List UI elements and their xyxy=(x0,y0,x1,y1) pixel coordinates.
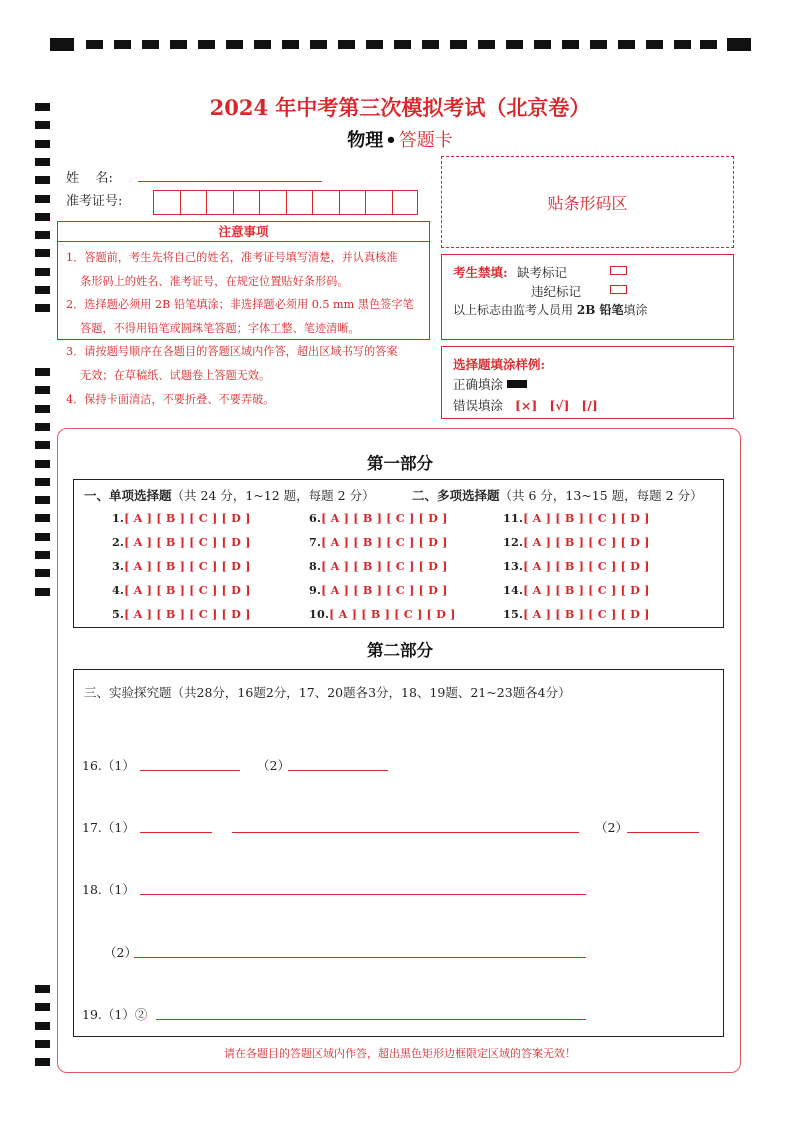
violation-mark-label: 违纪标记 xyxy=(531,284,582,299)
page-title: 2024 年中考第三次模拟考试（北京卷） xyxy=(209,95,591,120)
notice-line: 2．选择题必须用 2B 铅笔填涂；非选择题必须用 0.5 mm 黑色签字笔 xyxy=(66,298,414,312)
timing-mark xyxy=(35,268,50,276)
wrong-sample xyxy=(453,396,598,414)
id-digit-box[interactable] xyxy=(312,190,339,215)
experiment-heading xyxy=(84,683,571,701)
q18-part2-label: （2） xyxy=(104,945,137,960)
wrong-mark: [×] xyxy=(515,398,538,413)
q17-answer-2[interactable] xyxy=(627,832,699,833)
timing-mark xyxy=(142,40,159,49)
notice-line: 条形码上的姓名、准考证号，在规定位置贴好条形码。 xyxy=(80,274,349,288)
subject-label: 物理 xyxy=(347,130,384,151)
fill-sample-box xyxy=(441,346,734,419)
answer-options[interactable]: [ A ] [ B ] [ C ] [ D ] xyxy=(321,583,448,597)
choice-question[interactable] xyxy=(309,511,448,525)
timing-mark xyxy=(86,40,103,49)
id-digit-box[interactable] xyxy=(153,190,180,215)
q16-part2-label: （2） xyxy=(257,758,290,773)
answer-options[interactable]: [ A ] [ B ] [ C ] [ D ] xyxy=(124,607,251,621)
timing-mark xyxy=(534,40,551,49)
choice-question[interactable] xyxy=(503,535,650,549)
answer-options[interactable]: [ A ] [ B ] [ C ] [ D ] xyxy=(523,511,650,525)
multi-choice-heading xyxy=(412,486,703,504)
timing-mark xyxy=(422,40,439,49)
question-number: 9. xyxy=(309,583,322,597)
choice-question[interactable] xyxy=(112,583,251,597)
answer-options[interactable]: [ A ] [ B ] [ C ] [ D ] xyxy=(321,535,448,549)
answer-options[interactable]: [ A ] [ B ] [ C ] [ D ] xyxy=(321,559,448,573)
notice-line: 无效；在草稿纸、试题卷上答题无效。 xyxy=(80,368,271,382)
question-number: 3. xyxy=(112,559,125,573)
timing-mark xyxy=(35,213,50,221)
q18-answer-2[interactable] xyxy=(134,957,586,958)
timing-mark xyxy=(226,40,243,49)
forbid-note-pencil: 2B 铅笔 xyxy=(576,303,624,317)
notice-line: 4．保持卡面清洁，不要折叠、不要弄破。 xyxy=(66,392,275,406)
id-digit-box[interactable] xyxy=(286,190,313,215)
timing-mark xyxy=(506,40,523,49)
timing-mark xyxy=(35,533,50,541)
question-number: 10. xyxy=(309,607,330,621)
q17-label: 17.（1） xyxy=(82,820,135,835)
timing-mark xyxy=(310,40,327,49)
examiner-only-box xyxy=(441,254,734,340)
wrong-mark: [/] xyxy=(581,398,598,413)
timing-mark xyxy=(35,423,50,431)
timing-mark xyxy=(646,40,663,49)
timing-mark xyxy=(394,40,411,49)
question-number: 13. xyxy=(503,559,524,573)
single-choice-desc: （共 24 分，1~12 题，每题 2 分） xyxy=(171,488,375,503)
timing-mark xyxy=(35,985,50,993)
choice-section-box xyxy=(73,479,724,628)
experiment-desc: （共28分，16题2分，17、20题各3分，18、19题、21~23题各4分） xyxy=(171,685,571,700)
timing-mark xyxy=(35,231,50,239)
id-digit-box[interactable] xyxy=(392,190,419,215)
id-digit-box[interactable] xyxy=(233,190,260,215)
q16-label: 16.（1） xyxy=(82,758,135,773)
answer-options[interactable]: [ A ] [ B ] [ C ] [ D ] xyxy=(124,511,251,525)
wrong-label: 错误填涂 xyxy=(453,398,504,413)
q19-answer-1[interactable] xyxy=(156,1019,586,1020)
timing-mark xyxy=(478,40,495,49)
q18-answer-1[interactable] xyxy=(140,894,586,895)
forbid-note-suffix: 填涂 xyxy=(623,303,648,317)
question-number: 1. xyxy=(112,511,125,525)
timing-mark xyxy=(590,40,607,49)
name-field[interactable] xyxy=(138,181,322,182)
timing-mark xyxy=(35,286,50,294)
choice-question[interactable] xyxy=(503,511,650,525)
q16-answer-1[interactable] xyxy=(140,770,240,771)
timing-mark xyxy=(700,40,717,49)
subtitle-dot: • xyxy=(385,130,397,151)
answer-options[interactable]: [ A ] [ B ] [ C ] [ D ] xyxy=(124,535,251,549)
choice-question[interactable] xyxy=(503,607,650,621)
timing-mark xyxy=(114,40,131,49)
experiment-section-box xyxy=(73,669,724,1037)
timing-mark xyxy=(35,1003,50,1011)
answer-options[interactable]: [ A ] [ B ] [ C ] [ D ] xyxy=(321,511,448,525)
filled-mark-icon xyxy=(507,380,527,388)
timing-mark xyxy=(35,368,50,376)
timing-mark xyxy=(35,478,50,486)
choice-question[interactable] xyxy=(112,511,251,525)
timing-mark xyxy=(562,40,579,49)
choice-question[interactable] xyxy=(309,583,448,597)
id-digit-box[interactable] xyxy=(365,190,392,215)
question-number: 11. xyxy=(503,511,524,525)
timing-mark xyxy=(170,40,187,49)
answer-options[interactable]: [ A ] [ B ] [ C ] [ D ] xyxy=(523,583,650,597)
correct-label: 正确填涂 xyxy=(453,377,504,392)
timing-mark xyxy=(35,195,50,203)
id-label: 准考证号: xyxy=(66,194,123,209)
page-subtitle xyxy=(0,126,800,152)
forbid-label: 考生禁填: xyxy=(453,265,508,280)
multi-choice-desc: （共 6 分，13~15 题，每题 2 分） xyxy=(499,488,703,503)
timing-mark xyxy=(50,38,74,51)
question-number: 6. xyxy=(309,511,322,525)
question-number: 7. xyxy=(309,535,322,549)
timing-mark xyxy=(366,40,383,49)
timing-mark xyxy=(35,176,50,184)
violation-mark-box[interactable] xyxy=(610,285,627,294)
wrong-mark: [√] xyxy=(549,398,570,413)
q18-label: 18.（1） xyxy=(82,882,135,897)
timing-mark xyxy=(254,40,271,49)
part2-title: 第二部分 xyxy=(367,641,433,660)
forbid-note-prefix: 以上标志由监考人员用 xyxy=(453,303,574,317)
experiment-title: 三、实验探究题 xyxy=(84,685,172,700)
timing-mark xyxy=(727,38,751,51)
timing-mark xyxy=(35,405,50,413)
question-number: 8. xyxy=(309,559,322,573)
answer-options[interactable]: [ A ] [ B ] [ C ] [ D ] xyxy=(523,607,650,621)
timing-mark xyxy=(35,569,50,577)
forbid-note xyxy=(453,301,648,318)
id-digit-box[interactable] xyxy=(259,190,286,215)
correct-sample xyxy=(453,375,527,393)
timing-mark xyxy=(35,441,50,449)
q19-label: 19.（1）② xyxy=(82,1007,148,1022)
timing-mark xyxy=(35,514,50,522)
id-digit-box[interactable] xyxy=(180,190,207,215)
notice-line: 3．请按题号顺序在各题目的答题区域内作答，超出区域书写的答案 xyxy=(66,345,398,359)
answer-options[interactable]: [ A ] [ B ] [ C ] [ D ] xyxy=(124,559,251,573)
timing-mark xyxy=(35,551,50,559)
sample-label: 选择题填涂样例: xyxy=(453,357,546,372)
answer-options[interactable]: [ A ] [ B ] [ C ] [ D ] xyxy=(329,607,456,621)
notice-heading: 注意事项 xyxy=(58,222,429,242)
choice-question[interactable] xyxy=(503,559,650,573)
timing-mark xyxy=(35,386,50,394)
barcode-label: 贴条形码区 xyxy=(547,193,628,213)
choice-question[interactable] xyxy=(112,607,251,621)
answer-options[interactable]: [ A ] [ B ] [ C ] [ D ] xyxy=(523,559,650,573)
timing-mark xyxy=(674,40,691,49)
timing-mark xyxy=(282,40,299,49)
q17-answer-1a[interactable] xyxy=(140,832,212,833)
choice-question[interactable] xyxy=(112,559,251,573)
timing-mark xyxy=(450,40,467,49)
choice-question[interactable] xyxy=(309,607,456,621)
choice-question[interactable] xyxy=(309,559,448,573)
question-number: 15. xyxy=(503,607,524,621)
timing-mark xyxy=(618,40,635,49)
answer-options[interactable]: [ A ] [ B ] [ C ] [ D ] xyxy=(124,583,251,597)
timing-mark xyxy=(35,588,50,596)
timing-mark xyxy=(35,304,50,312)
q17-part2-label: （2） xyxy=(595,820,628,835)
question-number: 12. xyxy=(503,535,524,549)
timing-mark xyxy=(35,249,50,257)
timing-mark xyxy=(338,40,355,49)
id-number-boxes[interactable] xyxy=(153,190,418,215)
question-number: 14. xyxy=(503,583,524,597)
absent-mark-label: 缺考标记 xyxy=(517,265,568,280)
q17-answer-1b[interactable] xyxy=(232,832,579,833)
choice-question[interactable] xyxy=(503,583,650,597)
question-number: 5. xyxy=(112,607,125,621)
footer-warning: 请在各题目的答题区域内作答，超出黑色矩形边框限定区域的答案无效！ xyxy=(224,1047,576,1060)
timing-mark xyxy=(35,496,50,504)
question-number: 2. xyxy=(112,535,125,549)
id-digit-box[interactable] xyxy=(339,190,366,215)
timing-mark xyxy=(35,158,50,166)
timing-mark xyxy=(198,40,215,49)
card-type-label: 答题卡 xyxy=(398,130,453,151)
absent-mark-box[interactable] xyxy=(610,266,627,275)
id-digit-box[interactable] xyxy=(206,190,233,215)
single-choice-heading xyxy=(84,486,375,504)
barcode-area xyxy=(441,156,734,248)
choice-question[interactable] xyxy=(309,535,448,549)
notice-line: 1．答题前，考生先将自己的姓名，准考证号填写清楚，并认真核准 xyxy=(66,251,398,264)
timing-mark xyxy=(35,1022,50,1030)
notice-line: 答题，不得用铅笔或圆珠笔答题；字体工整、笔迹清晰。 xyxy=(80,321,360,335)
q16-answer-2[interactable] xyxy=(288,770,388,771)
part1-title: 第一部分 xyxy=(367,454,433,473)
notice-box xyxy=(57,221,430,406)
question-number: 4. xyxy=(112,583,125,597)
choice-question[interactable] xyxy=(112,535,251,549)
answer-options[interactable]: [ A ] [ B ] [ C ] [ D ] xyxy=(523,535,650,549)
multi-choice-title: 二、多项选择题 xyxy=(412,488,500,503)
name-label: 姓 名: xyxy=(66,171,113,186)
single-choice-title: 一、单项选择题 xyxy=(84,488,172,503)
